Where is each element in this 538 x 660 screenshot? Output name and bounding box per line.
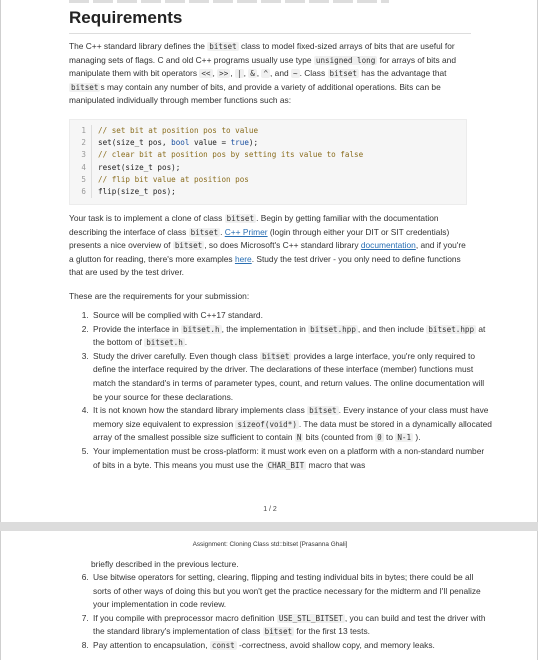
list-item: [91, 571, 493, 612]
code-line: [70, 149, 466, 161]
inline-code: bitset.hpp: [428, 324, 475, 334]
text: for arrays of bits and manipulate them with bit operators: [69, 54, 456, 79]
text: bits (counted from: [303, 432, 376, 443]
inline-code: bitset: [71, 82, 99, 92]
page-header: Assignment: Cloning Class std::bitset [Prasanna Ghali]: [192, 541, 348, 548]
code-token: );: [248, 138, 259, 148]
line-number: 3: [70, 149, 92, 161]
text: It is not known how the standard library implements class: [93, 405, 308, 416]
text: -correctness, avoid shallow copy, and memory leaks.: [236, 639, 435, 650]
text: , and then include: [357, 323, 427, 334]
inline-code: const: [211, 640, 235, 650]
text: Provide the interface in: [93, 323, 181, 334]
line-number: 6: [70, 186, 92, 198]
text: s may contain any number of bits, and provide a variety of additional operations. Bits can be manipulated individually through member functions such as:: [69, 81, 441, 106]
code-line: [70, 186, 466, 198]
inline-code: ^: [263, 69, 269, 79]
requirements-list-continued: [69, 571, 493, 653]
code-line: [70, 162, 466, 174]
inline-code: CHAR_BIT: [267, 460, 305, 470]
code-line: [70, 137, 466, 149]
text: Pay attention to encapsulation,: [93, 639, 210, 650]
text: . Begin by getting familiar with the documentation describing the interface of class: [69, 213, 439, 237]
document-page-2: [0, 531, 538, 660]
text: has the advantage that: [358, 68, 447, 79]
heading-divider: [69, 33, 471, 34]
inline-code: bitset: [329, 69, 357, 79]
code-comment: // flip bit value at position pos: [98, 174, 249, 184]
inline-code: 0: [377, 433, 382, 443]
inline-code: ~: [293, 69, 298, 79]
line-number: 1: [70, 125, 92, 137]
inline-code: bitset: [190, 227, 219, 237]
inline-code: bitset: [174, 241, 203, 251]
text: . Every instance of your class must have memory size equivalent to expression: [93, 405, 489, 429]
inline-code: bitset: [261, 351, 290, 361]
text: . Class: [299, 68, 328, 79]
intro-paragraph: [69, 40, 471, 108]
inline-code: bitset.h: [146, 338, 183, 348]
page-number: 1 / 2: [263, 506, 277, 513]
inline-code: |: [236, 69, 242, 79]
text: , and if you're a glutton for reading, there's more examples: [69, 240, 466, 264]
requirement-5-continued: briefly described in the previous lecture.: [91, 559, 239, 569]
text: , the implementation in: [221, 323, 309, 334]
line-number: 5: [70, 174, 92, 186]
text: ,: [230, 68, 235, 79]
list-item: [91, 404, 493, 445]
text: .: [184, 337, 188, 348]
inline-code: <<: [201, 69, 211, 79]
code-token: set(size_t pos,: [98, 138, 172, 148]
requirements-list: [69, 309, 493, 472]
inline-code: bitset: [226, 214, 255, 223]
text: .: [220, 226, 225, 237]
code-comment: // set bit at position pos to value: [98, 126, 259, 135]
text: ,: [212, 68, 218, 79]
list-item: [91, 445, 493, 472]
line-number: 4: [70, 162, 92, 174]
inline-code: USE_STL_BITSET: [278, 613, 343, 623]
text: to: [383, 432, 396, 443]
text: ).: [413, 432, 421, 443]
text: Source will be complied with C++17 standard.: [93, 310, 263, 320]
code-line: [70, 174, 466, 186]
text: (login through either your DIT or SIT credentials) presents a nice overview of: [69, 226, 450, 251]
text: class to model fixed-sized arrays of bits that are useful for managing sets of flags. C and old C++ programs usually use type: [69, 41, 455, 65]
code-comment: // clear bit at position pos by setting its value to false: [98, 150, 364, 160]
list-item: [91, 350, 493, 404]
text: , and: [270, 68, 291, 79]
code-token: true: [230, 138, 249, 148]
code-token: reset(size_t pos);: [98, 162, 181, 172]
inline-code: bitset: [209, 42, 237, 51]
requirements-intro: These are the requirements for your submission:: [69, 291, 250, 301]
text: If you compile with preprocessor macro definition: [93, 612, 277, 623]
text: , you can build and test the driver with the standard library's implementation of class: [93, 612, 486, 637]
list-item: [91, 323, 493, 350]
text: The C++ standard library defines the: [69, 41, 208, 51]
code-token: bool: [171, 138, 190, 148]
text: , so does Microsoft's C++ standard library: [204, 240, 361, 251]
truncated-top-text: [69, 0, 389, 3]
list-item: [91, 639, 493, 653]
inline-code: bitset.h: [183, 324, 220, 334]
inline-code: sizeof(void*): [237, 419, 297, 429]
inline-code: unsigned long: [315, 55, 376, 65]
examples-link[interactable]: here: [234, 253, 252, 264]
text: Your implementation must be cross-platform: it must work even on a platform with a non-standard number of bits in a byte. This means you must use the: [93, 445, 485, 470]
inline-code: bitset: [264, 627, 293, 637]
list-item: [91, 309, 493, 323]
inline-code: N-1: [397, 433, 412, 443]
text: ,: [256, 68, 262, 79]
text: ,: [243, 68, 249, 79]
text: Your task is to implement a clone of class: [69, 213, 225, 223]
list-item: [91, 612, 493, 639]
text: provides a large interface, you're only required to define the interface required by the driver. The declarations of these interface (member) functions must match the standard's in terms of parameter types, count, and return values. The online documentation will be your source for these declarations.: [93, 350, 485, 402]
cpp-primer-link[interactable]: C++ Primer: [224, 226, 268, 237]
documentation-link[interactable]: documentation: [360, 240, 416, 251]
inline-code: &: [250, 69, 255, 79]
code-line: [70, 125, 466, 137]
task-paragraph: [69, 212, 471, 280]
section-heading: Requirements: [69, 8, 183, 27]
text: . Study the test driver - you only need to define functions that are used by the test driver.: [69, 253, 461, 278]
code-token: flip(size_t pos);: [98, 186, 176, 196]
text: at the bottom of: [93, 323, 486, 348]
text: macro that was: [306, 459, 366, 470]
line-number: 2: [70, 137, 92, 149]
text: Use bitwise operators for setting, clearing, flipping and testing individual bits in bytes; there could be all sorts of other ways of doing this but you won't get the practice necessary for the midterm and I'll penalize your implementation in code review.: [93, 572, 481, 610]
code-token: value =: [189, 138, 231, 148]
inline-code: >>: [219, 69, 229, 79]
text: Study the driver carefully. Even though class: [93, 350, 260, 361]
inline-code: bitset: [309, 406, 337, 416]
text: for the first 13 tests.: [294, 626, 370, 637]
code-block: [69, 119, 467, 205]
text: . The data must be stored in a dynamically allocated array of the smallest possible size sufficient to contain: [93, 418, 492, 443]
inline-code: bitset.hpp: [310, 324, 356, 334]
inline-code: N: [296, 433, 302, 443]
